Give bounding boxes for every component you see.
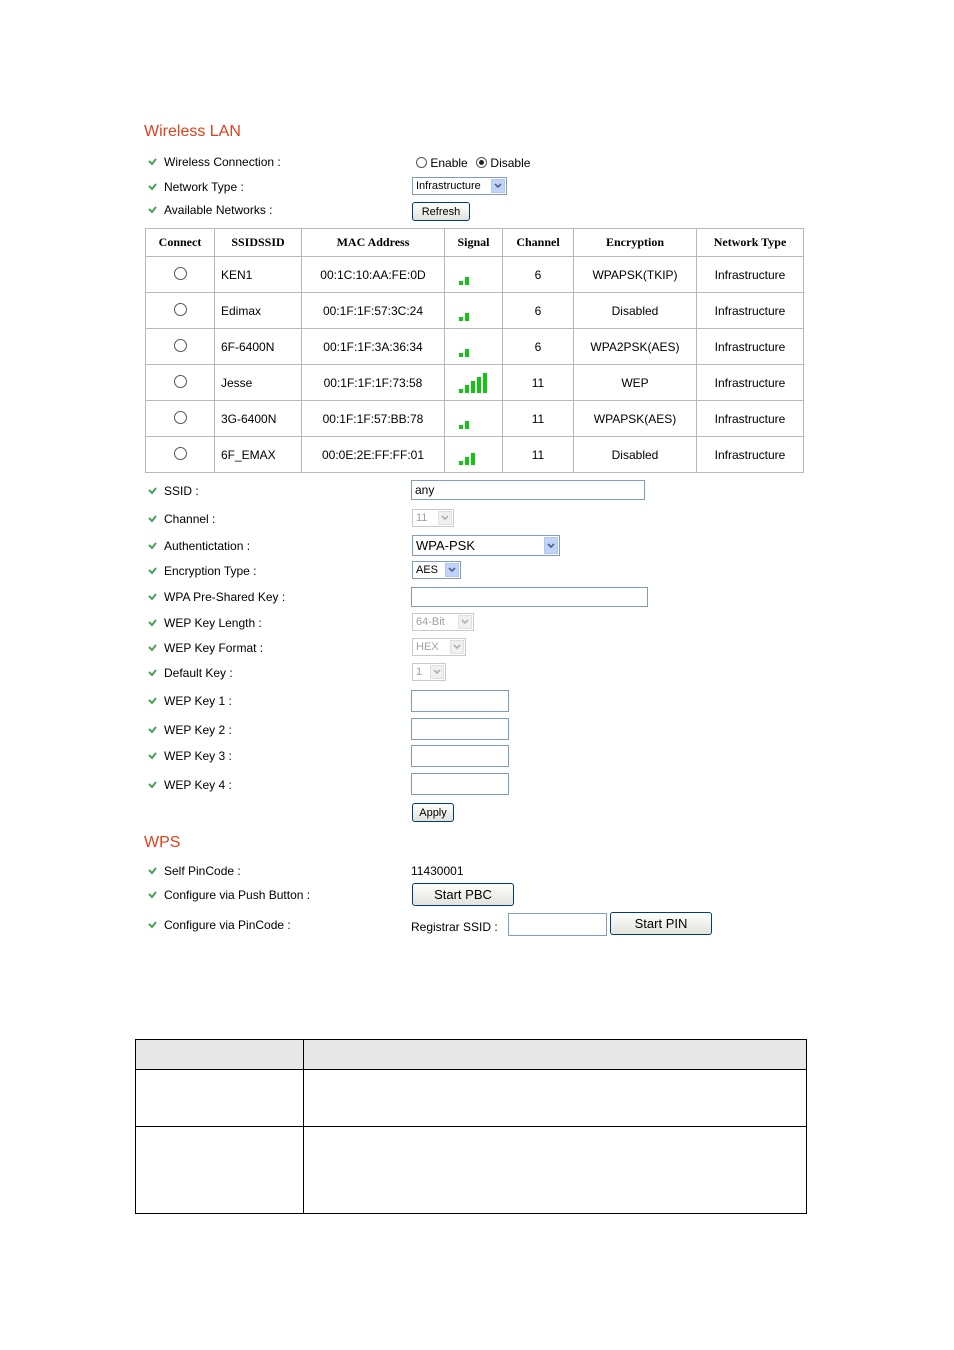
wep-key-1-label: WEP Key 1 :	[148, 694, 232, 708]
enable-label: Enable	[430, 156, 468, 170]
registrar-ssid-input[interactable]	[508, 913, 607, 936]
network-type-label: Network Type :	[148, 180, 244, 194]
desc-cell	[304, 1070, 807, 1127]
signal-strength-icon	[457, 264, 491, 286]
desc-row	[136, 1127, 807, 1214]
default-key-select[interactable]: 1	[412, 663, 446, 681]
wep-key-format-select[interactable]: HEX	[412, 638, 466, 656]
mac-cell: 00:1F:1F:57:BB:78	[302, 401, 445, 437]
signal-bar	[471, 453, 475, 465]
network-type-cell: Infrastructure	[697, 437, 804, 473]
pincode-label: Configure via PinCode :	[148, 918, 291, 932]
connect-cell	[146, 401, 215, 437]
mac-cell: 00:1F:1F:3A:36:34	[302, 329, 445, 365]
chevron-down-icon	[450, 640, 464, 654]
channel-cell: 6	[503, 293, 574, 329]
chevron-down-icon	[445, 563, 459, 577]
wep-key-length-label: WEP Key Length :	[148, 616, 262, 630]
ssid-label: SSID :	[148, 484, 199, 498]
table-row	[146, 365, 804, 401]
desc-header-cell	[136, 1040, 304, 1070]
start-pbc-button[interactable]: Start PBC	[412, 883, 514, 906]
signal-cell	[445, 293, 503, 329]
apply-button[interactable]: Apply	[412, 803, 454, 822]
desc-cell	[304, 1127, 807, 1214]
signal-cell	[445, 437, 503, 473]
check-icon	[148, 515, 158, 523]
signal-bar	[459, 425, 463, 429]
connect-radio[interactable]	[174, 267, 187, 280]
check-icon	[148, 542, 158, 550]
wireless-connection-label: Wireless Connection :	[148, 155, 281, 169]
default-key-label: Default Key :	[148, 666, 233, 680]
encryption-cell: Disabled	[574, 293, 697, 329]
table-row	[146, 401, 804, 437]
mac-cell: 00:1F:1F:1F:73:58	[302, 365, 445, 401]
wep-key-3-input[interactable]	[411, 745, 509, 767]
network-type-cell: Infrastructure	[697, 401, 804, 437]
table-row	[146, 329, 804, 365]
signal-strength-icon	[457, 444, 491, 466]
col-encryption: Encryption	[574, 229, 697, 257]
signal-bar	[465, 385, 469, 393]
channel-cell: 6	[503, 329, 574, 365]
connect-radio[interactable]	[174, 339, 187, 352]
encryption-cell: WPAPSK(AES)	[574, 401, 697, 437]
wep-key-format-label: WEP Key Format :	[148, 641, 263, 655]
wireless-lan-title: Wireless LAN	[144, 123, 241, 140]
check-icon	[148, 891, 158, 899]
signal-bar	[459, 281, 463, 285]
wep-key-3-label: WEP Key 3 :	[148, 749, 232, 763]
chevron-down-icon	[544, 537, 558, 554]
wep-key-1-input[interactable]	[411, 690, 509, 712]
self-pin-label: Self PinCode :	[148, 864, 241, 878]
connect-cell	[146, 293, 215, 329]
table-header-row	[146, 229, 804, 257]
mac-cell: 00:1F:1F:57:3C:24	[302, 293, 445, 329]
check-icon	[148, 867, 158, 875]
disable-label: Disable	[490, 156, 531, 170]
signal-bar	[465, 457, 469, 465]
desc-header-row	[136, 1040, 807, 1070]
check-icon	[148, 697, 158, 705]
ssid-cell: 3G-6400N	[215, 401, 302, 437]
network-type-select[interactable]: Infrastructure	[412, 177, 507, 195]
signal-bar	[477, 377, 481, 393]
check-icon	[148, 619, 158, 627]
connect-cell	[146, 329, 215, 365]
connect-radio[interactable]	[174, 303, 187, 316]
signal-strength-icon	[457, 408, 491, 430]
wep-key-2-input[interactable]	[411, 718, 509, 740]
push-button-label: Configure via Push Button :	[148, 888, 310, 902]
ssid-cell: Jesse	[215, 365, 302, 401]
signal-cell	[445, 401, 503, 437]
col-connect: Connect	[146, 229, 215, 257]
authentication-label: Authentictation :	[148, 539, 250, 553]
wep-key-4-input[interactable]	[411, 773, 509, 795]
mac-cell: 00:0E:2E:FF:FF:01	[302, 437, 445, 473]
col-ssid: SSIDSSID	[215, 229, 302, 257]
check-icon	[148, 921, 158, 929]
encryption-type-select[interactable]: AES	[412, 561, 461, 579]
check-icon	[148, 487, 158, 495]
check-icon	[148, 669, 158, 677]
table-row	[146, 437, 804, 473]
encryption-cell: WPAPSK(TKIP)	[574, 257, 697, 293]
signal-cell	[445, 329, 503, 365]
channel-cell: 11	[503, 437, 574, 473]
wep-key-4-label: WEP Key 4 :	[148, 778, 232, 792]
ssid-input[interactable]: any	[411, 480, 645, 500]
channel-label: Channel :	[148, 512, 215, 526]
signal-cell	[445, 257, 503, 293]
connect-radio[interactable]	[174, 375, 187, 388]
enable-radio[interactable]	[416, 157, 427, 168]
network-type-cell: Infrastructure	[697, 293, 804, 329]
col-channel: Channel	[503, 229, 574, 257]
col-network-type: Network Type	[697, 229, 804, 257]
start-pin-button[interactable]: Start PIN	[610, 912, 712, 935]
network-type-cell: Infrastructure	[697, 329, 804, 365]
signal-bar	[459, 353, 463, 357]
check-icon	[148, 183, 158, 191]
connection-radio-group	[416, 156, 530, 170]
check-icon	[148, 726, 158, 734]
channel-cell: 11	[503, 401, 574, 437]
desc-cell	[136, 1070, 304, 1127]
psk-input[interactable]	[411, 587, 648, 607]
signal-bar	[459, 389, 463, 393]
chevron-down-icon	[430, 665, 444, 679]
ssid-cell: Edimax	[215, 293, 302, 329]
registrar-ssid-label: Registrar SSID :	[411, 920, 498, 934]
wep-key-length-select[interactable]: 64-Bit	[412, 613, 474, 631]
wps-title: WPS	[144, 834, 181, 851]
disable-radio[interactable]	[476, 157, 487, 168]
signal-bar	[459, 461, 463, 465]
signal-bar	[465, 277, 469, 285]
self-pin-value: 11430001	[411, 864, 464, 878]
check-icon	[148, 644, 158, 652]
wep-key-2-label: WEP Key 2 :	[148, 723, 232, 737]
psk-label: WPA Pre-Shared Key :	[148, 590, 285, 604]
chevron-down-icon	[458, 615, 472, 629]
check-icon	[148, 752, 158, 760]
connect-radio[interactable]	[174, 411, 187, 424]
check-icon	[148, 158, 158, 166]
network-type-cell: Infrastructure	[697, 365, 804, 401]
networks-table	[145, 228, 804, 473]
refresh-button[interactable]: Refresh	[412, 202, 470, 221]
signal-bar	[483, 373, 487, 393]
description-table	[135, 1039, 807, 1214]
signal-bar	[465, 313, 469, 321]
check-icon	[148, 593, 158, 601]
desc-header-cell	[304, 1040, 807, 1070]
encryption-cell: Disabled	[574, 437, 697, 473]
signal-bar	[465, 349, 469, 357]
ssid-cell: 6F-6400N	[215, 329, 302, 365]
channel-cell: 11	[503, 365, 574, 401]
channel-cell: 6	[503, 257, 574, 293]
table-row	[146, 293, 804, 329]
signal-strength-icon	[457, 300, 491, 322]
signal-strength-icon	[457, 372, 491, 394]
col-mac: MAC Address	[302, 229, 445, 257]
ssid-cell: 6F_EMAX	[215, 437, 302, 473]
table-row	[146, 257, 804, 293]
connect-radio[interactable]	[174, 447, 187, 460]
desc-row	[136, 1070, 807, 1127]
encryption-cell: WEP	[574, 365, 697, 401]
connect-cell	[146, 257, 215, 293]
mac-cell: 00:1C:10:AA:FE:0D	[302, 257, 445, 293]
connect-cell	[146, 365, 215, 401]
chevron-down-icon	[491, 179, 505, 193]
authentication-select[interactable]: WPA-PSK	[412, 535, 560, 556]
encryption-type-label: Encryption Type :	[148, 564, 257, 578]
desc-cell	[136, 1127, 304, 1214]
available-networks-label: Available Networks :	[148, 203, 273, 217]
signal-strength-icon	[457, 336, 491, 358]
ssid-cell: KEN1	[215, 257, 302, 293]
signal-bar	[465, 421, 469, 429]
signal-bar	[471, 381, 475, 393]
connect-cell	[146, 437, 215, 473]
check-icon	[148, 781, 158, 789]
encryption-cell: WPA2PSK(AES)	[574, 329, 697, 365]
chevron-down-icon	[438, 511, 452, 525]
check-icon	[148, 567, 158, 575]
signal-bar	[459, 317, 463, 321]
channel-select[interactable]: 11	[412, 509, 454, 527]
check-icon	[148, 206, 158, 214]
col-signal: Signal	[445, 229, 503, 257]
signal-cell	[445, 365, 503, 401]
network-type-cell: Infrastructure	[697, 257, 804, 293]
